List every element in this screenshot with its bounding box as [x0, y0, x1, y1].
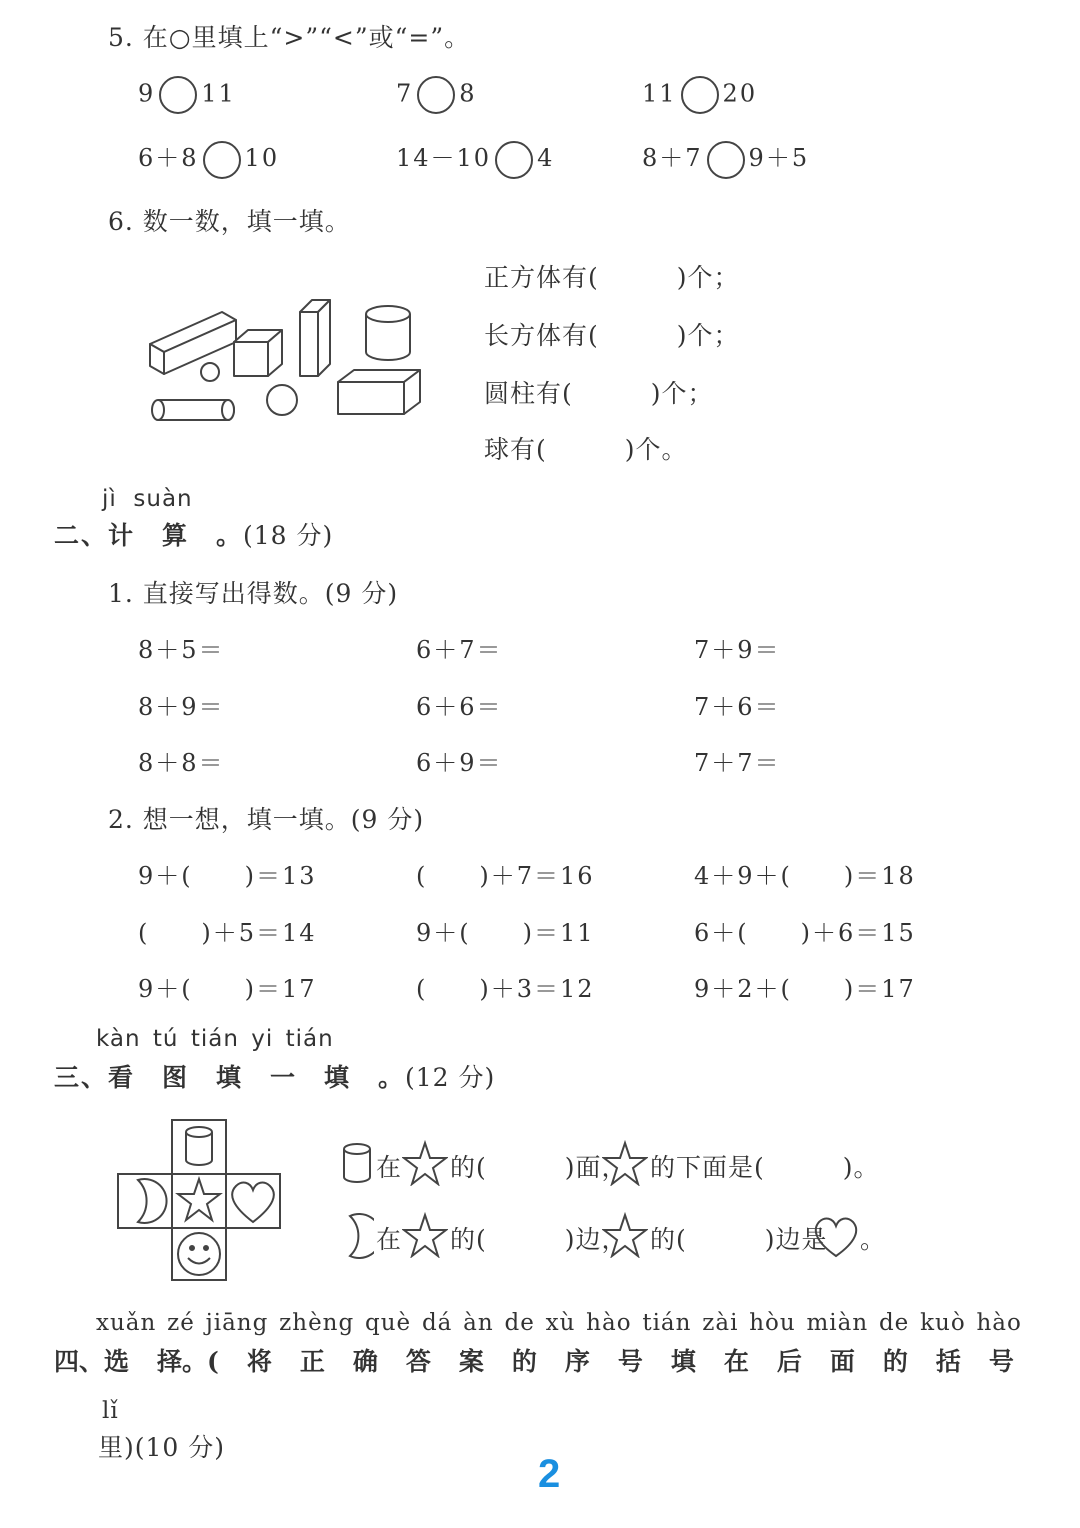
star-icon	[178, 1179, 220, 1220]
star-icon	[602, 1140, 648, 1186]
compare-item: 8＋7 9＋5	[642, 138, 809, 179]
cube-shape	[234, 330, 282, 376]
q6-line: 长方体有( )个；	[484, 321, 740, 350]
q2-1-title: 1. 直接写出得数。(9 分)	[108, 579, 399, 608]
compare-item: 6＋8 10	[138, 138, 279, 179]
q6-line: 圆柱有( )个；	[484, 379, 714, 408]
cylinder-icon	[186, 1127, 212, 1165]
s3-text: 。	[860, 1225, 887, 1254]
blank-circle	[203, 141, 241, 179]
calc-item: 6＋9＝	[416, 749, 503, 777]
calc-item: 6＋7＝	[416, 636, 503, 664]
q6-line: 球有( )个。	[484, 435, 688, 464]
moon-icon	[340, 1212, 374, 1260]
s3-text: 的( )边是	[650, 1225, 828, 1254]
small-ball-shape	[201, 363, 219, 381]
section2-pinyin: jì suàn	[102, 486, 193, 512]
star-icon	[402, 1212, 448, 1258]
compare-item: 14－10 4	[396, 138, 554, 179]
calc-item: 8＋9＝	[138, 693, 225, 721]
calc-item: 7＋7＝	[694, 749, 781, 777]
fill-item: 9＋( )＝13	[138, 862, 317, 890]
ball-shape	[267, 385, 297, 415]
smiley-icon	[178, 1233, 220, 1275]
compare-item: 9 11	[138, 76, 236, 114]
section4-pinyin-2: lǐ	[102, 1398, 119, 1424]
s3-text: 的( )面，	[450, 1153, 628, 1182]
s3-text: 在	[376, 1153, 403, 1182]
section4-line2: 里)(10 分)	[98, 1433, 226, 1462]
q6-line: 正方体有( )个；	[484, 263, 740, 292]
cylinder-icon	[340, 1140, 374, 1186]
compare-item: 11 20	[642, 76, 757, 114]
q5-title: 5. 在○里填上“>”“<”或“=”。	[108, 23, 471, 52]
calc-item: 7＋9＝	[694, 636, 781, 664]
s3-text: 在	[376, 1225, 403, 1254]
box-shape	[338, 370, 420, 414]
section3-pinyin: kàn tú tián yi tián	[96, 1026, 334, 1052]
page-number: 2	[538, 1452, 561, 1496]
position-grid-figure	[112, 1116, 284, 1284]
solids-figure	[140, 292, 430, 428]
long-prism-shape	[150, 312, 236, 374]
q6-title: 6. 数一数，填一填。	[108, 207, 351, 236]
fill-item: ( )＋7＝16	[416, 862, 595, 890]
section4-pinyin: xuǎn zé jiāng zhèng què dá àn de xù hào tián zài hòu miàn de kuò hào	[96, 1310, 1022, 1336]
blank-circle	[681, 76, 719, 114]
calc-item: 7＋6＝	[694, 693, 781, 721]
blank-circle	[495, 141, 533, 179]
moon-icon	[138, 1179, 167, 1223]
cylinder-shape	[366, 306, 410, 360]
tall-prism-shape	[300, 300, 330, 376]
fill-item: 9＋( )＝11	[416, 919, 595, 947]
compare-item: 7 8	[396, 76, 477, 114]
star-icon	[602, 1212, 648, 1258]
section3-heading: 三、看 图 填 一 填 。(12 分)	[54, 1063, 496, 1092]
fill-item: ( )＋5＝14	[138, 919, 317, 947]
lying-cylinder-shape	[152, 400, 234, 420]
section4-heading: 四、选 择。( 将 正 确 答 案 的 序 号 填 在 后 面 的 括 号	[54, 1347, 1014, 1376]
section2-heading: 二、计 算 。(18 分)	[54, 521, 334, 550]
fill-item: 9＋( )＝17	[138, 975, 317, 1003]
fill-item: 9＋2＋( )＝17	[694, 975, 916, 1003]
star-icon	[402, 1140, 448, 1186]
heart-icon	[232, 1183, 274, 1222]
calc-item: 8＋8＝	[138, 749, 225, 777]
blank-circle	[707, 141, 745, 179]
blank-circle	[417, 76, 455, 114]
heart-icon	[812, 1214, 860, 1260]
fill-item: 6＋( )＋6＝15	[694, 919, 916, 947]
fill-item: ( )＋3＝12	[416, 975, 595, 1003]
s3-text: 的下面是( )。	[650, 1153, 880, 1182]
blank-circle	[159, 76, 197, 114]
s3-text: 的( )边，	[450, 1225, 628, 1254]
fill-item: 4＋9＋( )＝18	[694, 862, 916, 890]
calc-item: 8＋5＝	[138, 636, 225, 664]
calc-item: 6＋6＝	[416, 693, 503, 721]
q2-2-title: 2. 想一想，填一填。(9 分)	[108, 805, 425, 834]
